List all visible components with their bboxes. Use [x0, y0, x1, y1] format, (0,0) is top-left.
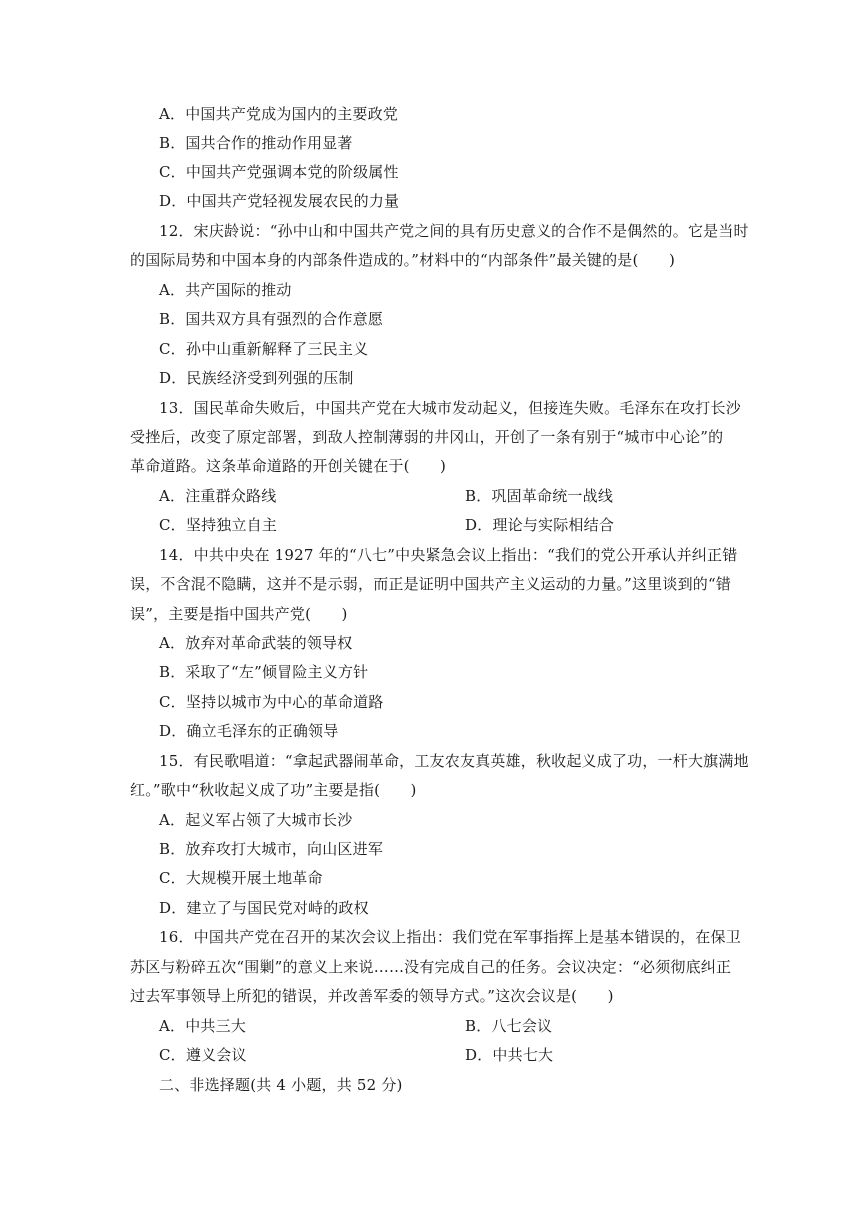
- q12-stem-line-2: 的国际局势和中国本身的内部条件造成的。”材料中的“内部条件”最关键的是( ): [130, 251, 676, 269]
- q11-option-a: A．中国共产党成为国内的主要政党: [159, 105, 399, 123]
- q16-option-a: A．中共三大: [159, 1017, 247, 1035]
- q16-stem-line-2: 苏区与粉碎五次“围剿”的意义上来说……没有完成自己的任务。会议决定：“必须彻底纠正: [130, 958, 732, 976]
- q13-stem-line-1: 13．国民革命失败后，中国共产党在大城市发动起义，但接连失败。毛泽东在攻打长沙: [159, 399, 741, 417]
- q14-stem-line-1: 14．中共中央在 1927 年的“八七”中央紧急会议上指出：“我们的党公开承认并纠正错: [159, 546, 738, 564]
- q13-option-a: A．注重群众路线: [159, 487, 277, 505]
- q15-stem-line-2: 红。”歌中“秋收起义成了功”主要是指( ): [130, 781, 417, 799]
- q13-option-d: D．理论与实际相结合: [465, 516, 615, 534]
- q16-option-d: D．中共七大: [465, 1046, 554, 1064]
- q16-stem-line-3: 过去军事领导上所犯的错误，并改善军委的领导方式。”这次会议是( ): [130, 987, 614, 1005]
- q16-stem-line-1: 16．中国共产党在召开的某次会议上指出：我们党在军事指挥上是基本错误的，在保卫: [159, 928, 741, 946]
- q14-option-b: B．采取了“左”倾冒险主义方针: [159, 663, 369, 681]
- q16-option-c: C．遵义会议: [159, 1046, 247, 1064]
- q11-option-d: D．中国共产党轻视发展农民的力量: [159, 192, 400, 210]
- q15-option-d: D．建立了与国民党对峙的政权: [159, 899, 369, 917]
- q12-option-d: D．民族经济受到列强的压制: [159, 369, 354, 387]
- q13-stem-line-2: 受挫后，改变了原定部署，到敌人控制薄弱的井冈山，开创了一条有别于“城市中心论”的: [130, 428, 724, 446]
- q14-option-a: A．放弃对革命武装的领导权: [159, 634, 353, 652]
- q12-option-a: A．共产国际的推动: [159, 281, 292, 299]
- q12-stem-line-1: 12．宋庆龄说：“孙中山和中国共产党之间的具有历史意义的合作不是偶然的。它是当时: [159, 222, 749, 240]
- q14-option-d: D．确立毛泽东的正确领导: [159, 722, 339, 740]
- section-heading-non-choice: 二、非选择题(共 4 小题，共 52 分): [159, 1076, 403, 1094]
- q12-option-b: B．国共双方具有强烈的合作意愿: [159, 310, 384, 328]
- q12-option-c: C．孙中山重新解释了三民主义: [159, 340, 369, 358]
- q14-option-c: C．坚持以城市为中心的革命道路: [159, 693, 384, 711]
- q13-stem-line-3: 革命道路。这条革命道路的开创关键在于( ): [130, 457, 447, 475]
- q13-option-c: C．坚持独立自主: [159, 516, 278, 534]
- q15-option-a: A．起义军占领了大城市长沙: [159, 811, 353, 829]
- q13-option-b: B．巩固革命统一战线: [465, 487, 614, 505]
- q15-option-c: C．大规模开展土地革命: [159, 869, 323, 887]
- q15-option-b: B．放弃攻打大城市，向山区进军: [159, 840, 384, 858]
- q11-option-b: B．国共合作的推动作用显著: [159, 134, 353, 152]
- q14-stem-line-3: 误”，主要是指中国共产党( ): [130, 605, 348, 623]
- q16-option-b: B．八七会议: [465, 1017, 553, 1035]
- q15-stem-line-1: 15．有民歌唱道：“拿起武器闹革命，工友农友真英雄，秋收起义成了功，一杆大旗满地: [159, 752, 749, 770]
- q11-option-c: C．中国共产党强调本党的阶级属性: [159, 163, 399, 181]
- q14-stem-line-2: 误，不含混不隐瞒，这并不是示弱，而正是证明中国共产主义运动的力量。”这里谈到的“错: [130, 575, 732, 593]
